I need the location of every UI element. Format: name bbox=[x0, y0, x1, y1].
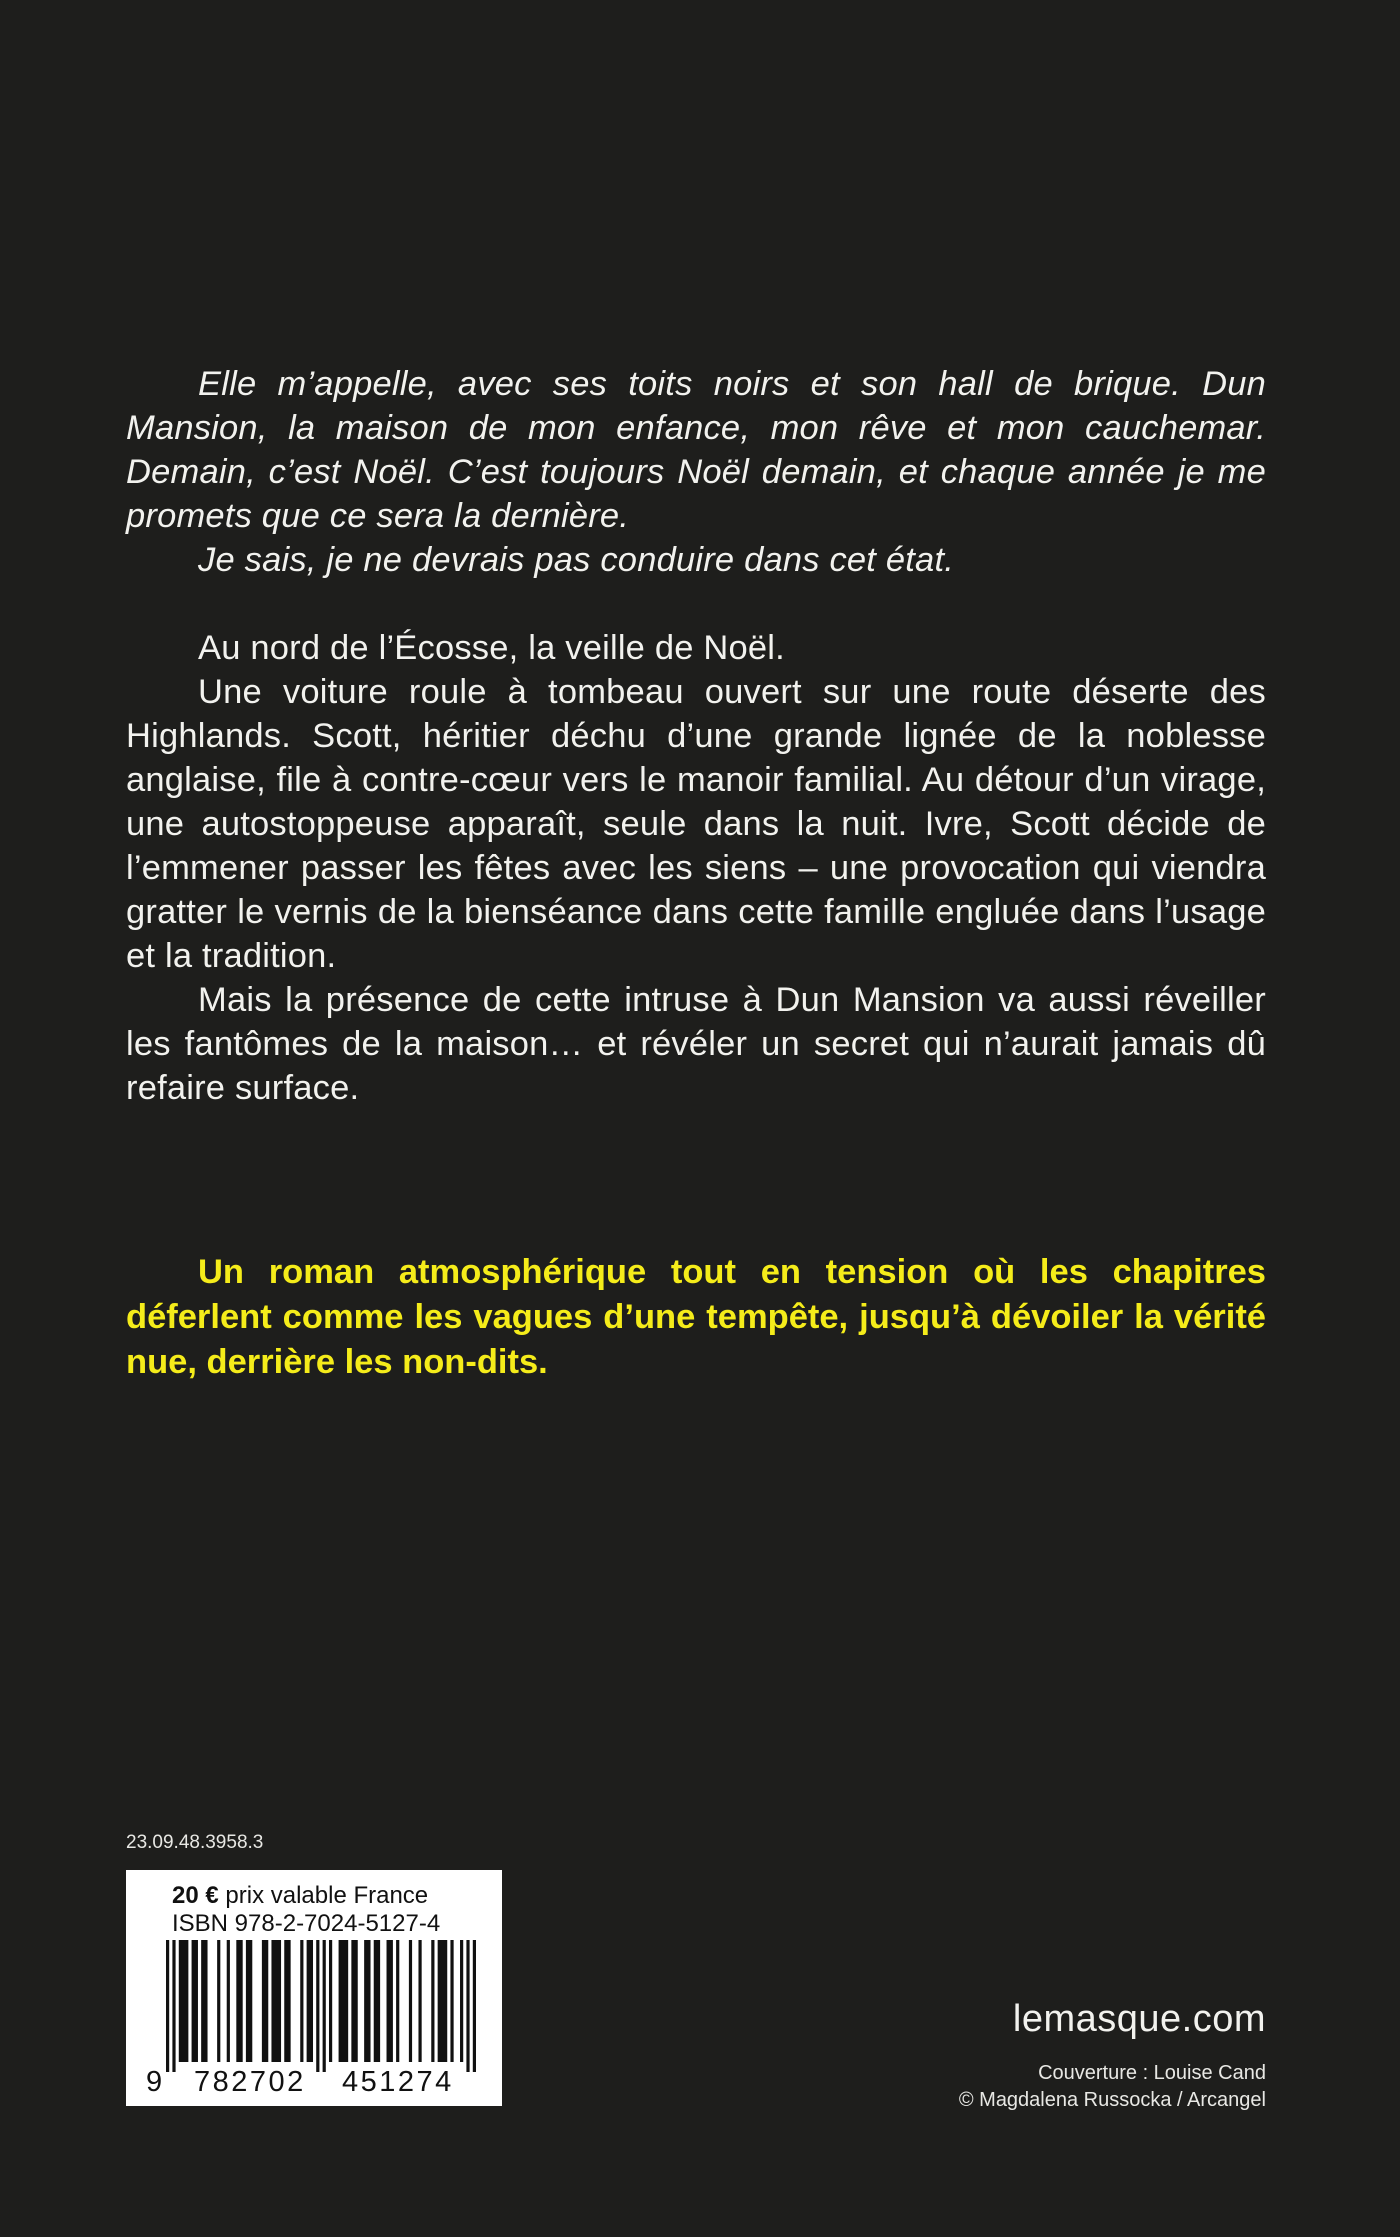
barcode-bar bbox=[438, 1940, 448, 2062]
barcode-bar bbox=[460, 1940, 463, 2062]
barcode-digit-first: 9 bbox=[146, 2066, 164, 2098]
tagline-text: Un roman atmosphérique tout en tension où les chapitres déferlent comme les vagues d’une tempête, jusqu’à dévoiler la vérité nue, derrière les non-dits. bbox=[126, 1253, 1266, 1381]
barcode-bar bbox=[466, 1940, 469, 2072]
barcode-bar bbox=[329, 1940, 332, 2062]
barcode-bar bbox=[387, 1940, 393, 2062]
plot-summary bbox=[126, 626, 1266, 1110]
barcode-digit-group-2: 451274 bbox=[342, 2066, 454, 2098]
barcode-bar bbox=[246, 1940, 252, 2062]
summary-paragraph: Mais la présence de cette intruse à Dun Mansion va aussi réveiller les fantômes de la maison… et révéler un secret qui n’aurait jamais dû refaire surface. bbox=[126, 981, 1266, 1107]
product-code: 23.09.48.3958.3 bbox=[126, 1832, 264, 1853]
cover-credit: Couverture : Louise Cand bbox=[1038, 2062, 1266, 2084]
barcode-bar bbox=[172, 1940, 175, 2072]
isbn: ISBN 978-2-7024-5127-4 bbox=[172, 1910, 441, 1937]
photo-credit: © Magdalena Russocka / Arcangel bbox=[958, 2089, 1266, 2111]
barcode-bar bbox=[262, 1940, 268, 2062]
barcode-bar bbox=[473, 1940, 476, 2072]
barcode-bar bbox=[396, 1940, 399, 2062]
barcode-box bbox=[126, 1870, 502, 2106]
barcode-bar bbox=[450, 1940, 453, 2062]
barcode-bar bbox=[418, 1940, 421, 2062]
barcode-bar bbox=[323, 1940, 326, 2072]
barcode-bar bbox=[307, 1940, 313, 2062]
barcode-bar bbox=[316, 1940, 319, 2072]
cover-credits bbox=[959, 2060, 1266, 2114]
barcode-bar bbox=[339, 1940, 349, 2062]
barcode-bar bbox=[271, 1940, 281, 2062]
publisher-website[interactable]: lemasque.com bbox=[1012, 1998, 1266, 2040]
barcode-bar bbox=[227, 1940, 230, 2062]
price-amount: 20 € bbox=[172, 1882, 219, 1909]
barcode-bar bbox=[166, 1940, 169, 2072]
summary-paragraph: Une voiture roule à tombeau ouvert sur une route déserte des Highlands. Scott, héritier déchu d’une grande lignée de la noblesse anglaise, file à contre-cœur vers le manoir familial. Au détour d’un virage, une autostoppeuse apparaît, seule dans la nuit. Ivre, Scott décide de l’emmener passer les fêtes avec les siens – une provocation qui viendra gratter le vernis de la bienséance dans cette famille engluée dans l’usage et la tradition. bbox=[126, 673, 1266, 975]
barcode-bar bbox=[364, 1940, 370, 2062]
italic-intro bbox=[126, 362, 1266, 582]
intro-paragraph: Elle m’appelle, avec ses toits noirs et son hall de brique. Dun Mansion, la maison de mon enfance, mon rêve et mon cauchemar. Demain, c’est Noël. C’est toujours Noël demain, et chaque année je me promets que ce sera la dernière. bbox=[126, 365, 1266, 535]
barcode-bar bbox=[192, 1940, 198, 2062]
summary-paragraph: Au nord de l’Écosse, la veille de Noël. bbox=[198, 629, 785, 667]
barcode-bar bbox=[351, 1940, 357, 2062]
barcode-bars bbox=[166, 1940, 476, 2072]
back-cover-blurb bbox=[126, 362, 1266, 1110]
barcode-bar bbox=[300, 1940, 303, 2062]
barcode-bar bbox=[201, 1940, 207, 2062]
barcode-bar bbox=[236, 1940, 242, 2062]
barcode-bar bbox=[409, 1940, 412, 2062]
barcode-bar bbox=[217, 1940, 220, 2062]
barcode-bar bbox=[284, 1940, 290, 2062]
barcode-bar bbox=[431, 1940, 434, 2062]
barcode-bar bbox=[179, 1940, 189, 2062]
price-label: prix valable France bbox=[225, 1882, 429, 1909]
price-line bbox=[126, 1882, 502, 1910]
barcode-bar bbox=[374, 1940, 380, 2062]
barcode-digit-group-1: 782702 bbox=[194, 2066, 306, 2098]
intro-paragraph: Je sais, je ne devrais pas conduire dans cet état. bbox=[198, 541, 955, 579]
tagline bbox=[126, 1250, 1266, 1385]
